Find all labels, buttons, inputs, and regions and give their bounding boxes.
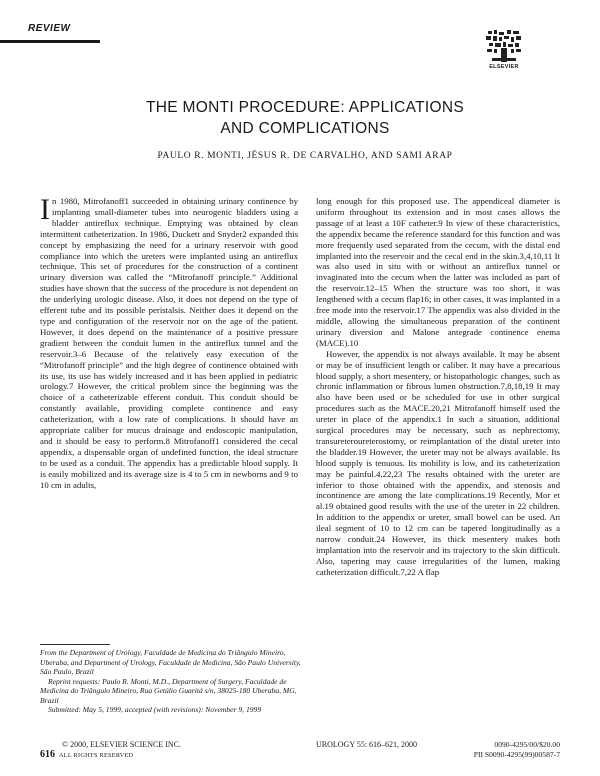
pii-line: PII S0090-4295(99)00587-7 <box>473 750 560 759</box>
publisher-logo <box>484 28 524 70</box>
footnote-rule <box>40 644 110 645</box>
footer-left <box>40 740 240 761</box>
body-paragraph: long enough for this proposed use. The appendiceal diameter is uniform throughout its extension and in most cases allows the passage of at least a 10F catheter.9 In view of these characteristics, the appendix became the reference standard for this function and was more frequently used separated from the cecum, with the distal end implanted into the reservoir and the cecal end in the skin.3,4,10,11 It was also used in situ with or without an antireflux tunnel or invaginated into the cecum when the latter was included as part of the reservoir.12–15 When the structure was too short, it was lengthened with a cecum flap16; in other cases, it was implanted in a free mode into the reservoir.17 The appendix was also divided in the middle, allowing the simultaneous preparation of the continent urinary diversion and Malone antegrade continence enema (MACE).10 <box>316 196 560 348</box>
rights-line: ALL RIGHTS RESERVED <box>59 752 134 759</box>
journal-citation: UROLOGY 55: 616–621, 2000 <box>316 740 418 749</box>
title-line-2: AND COMPLICATIONS <box>220 120 390 137</box>
title-line-1: THE MONTI PROCEDURE: APPLICATIONS <box>146 99 464 116</box>
footer-right <box>432 740 560 760</box>
article-type-label: REVIEW <box>28 23 71 34</box>
page-number: 616 <box>40 749 55 760</box>
article-title <box>80 97 530 139</box>
affiliation-note: From the Department of Urology, Faculdade de Medicina do Triângulo Mineiro, Uberaba, and Department of Urology, Faculdade de Medicina, São Paulo University, São Paulo, Brazil <box>40 648 301 676</box>
header-rule <box>0 40 100 43</box>
left-column <box>40 193 298 490</box>
publisher-logo-text: ELSEVIER <box>489 64 519 70</box>
intro-text: n 1980, Mitrofanoff1 succeeded in obtaining urinary continence by implanting small-diameter tubes into neurogenic bladders using a bladder antireflux technique. Emptying was obtained by clean intermittent catheterization. In 1986, Duckett and Snyder2 expanded this concept by emphasizing the need for a urinary reservoir with good compliance into which the ureters were implanted using an antireflux technique. This set of procedures for the construction of a continent urinary diversion was called the “Mitrofanoff principle.” Additional studies have shown that the success of the procedure is not dependent on the underlying urologic disease. Also, it does not depend on the type of efferent tube and its possible peristalsis. Neither does it depend on the type and configuration of the reservoir nor on the age of the patient. However, it does depend on the maintenance of a positive pressure gradient between the conduit lumen in the antireflux tunnel and the reservoir.3–6 Because of the relatively easy execution of the “Mitrofanoff principle” and the high degree of continence obtained with its use, its use has widely increased and it has been applied in pediatric urology.7 However, the critical problem since the beginning was the choice of a catheterizable efferent conduit. This conduit should be constantly available, providing complete continence and easy catheterization, with a low rate of complications. It should have an appropriate caliber for mucus drainage and endoscopic manipulation, and it should be easy to perform.8 Mitrofanoff1 considered the cecal appendix, a dispensable organ of undefined function, the ideal structure to be used as a conduit. The appendix has a predictable blood supply. It is easily mobilized and its average size is 4 to 5 cm in newborns and 9 to 10 cm in adults, <box>40 196 298 490</box>
footnotes <box>40 648 302 715</box>
right-column <box>316 196 560 578</box>
intro-paragraph <box>40 193 298 490</box>
issn-line: 0090-4295/00/$20.00 <box>494 740 560 749</box>
copyright-line: © 2000, ELSEVIER SCIENCE INC. <box>62 740 181 749</box>
elsevier-tree-icon <box>484 28 524 64</box>
reprint-note: Reprint requests: Paulo R. Monti, M.D., Department of Surgery, Faculdade de Medicina do Triângulo Mineiro, Rua Getúlio Guaritá s/n, 38025-180 Uberaba, MG, Brazil <box>40 676 297 705</box>
drop-cap: I <box>40 193 50 226</box>
author-list: PAULO R. MONTI, JÉSUS R. DE CARVALHO, AND SAMI ARAP <box>157 151 453 161</box>
submission-note: Submitted: May 5, 1999, accepted (with revisions): November 9, 1999 <box>48 705 262 714</box>
body-paragraph: However, the appendix is not always available. It may be absent or may be of insufficient length or caliber. It may have a precarious blood supply, a short mesentery, or histopathologic changes, such as chronic inflammation or fibrous lumen obstruction.7,8,18,19 It may also have been used or be scheduled for use in other surgical procedures such as the MACE.20,21 Mitrofanoff himself used the ureter in place of the appendix.1 In such a situation, additional surgical procedures may be necessary, such as nephrectomy, transureteroureterostomy, or reimplantation of the distal ureter into the bladder.19 However, the ureter may not be always available. Its blood supply is tenuous. Its mobility is low, and its catheterization may be painful.4,22,23 The results obtained with the ureter are inferior to those obtained with the appendix, and stenosis and incontinence are among the late complications.19 Recently, Mor et al.19 obtained good results with the use of the ureter in 22 children. In addition to the appendix or ureter, small bowel can be used. An ileal segment of 10 to 12 cm can be tapered longitudinally as a narrow conduit.24 However, its thick mesentery makes both implantation into the reservoir and its trajectory to the skin difficult. Also, tapering may cause irregularities of the lumen, making catheterization difficult.7,22 A flap <box>316 348 560 577</box>
